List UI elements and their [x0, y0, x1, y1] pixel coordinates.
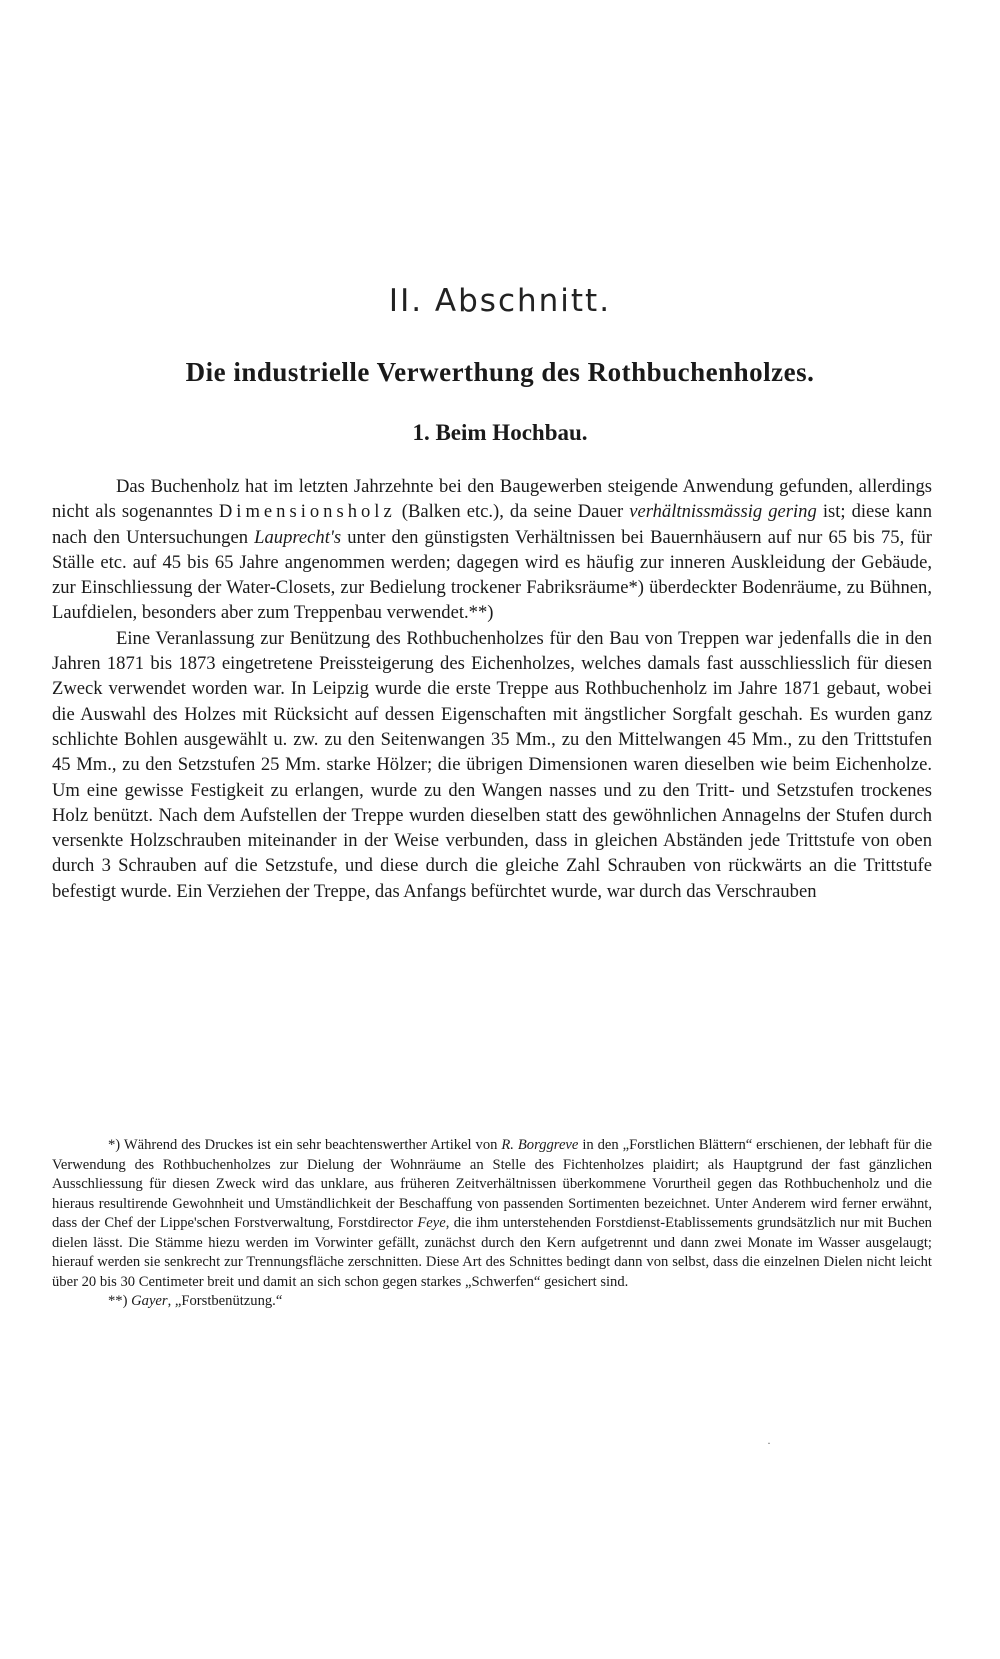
footnote-2-text-a: **)	[108, 1293, 132, 1309]
body-text	[52, 474, 932, 904]
paragraph-1-text-c: (Balken etc.), da seine Dauer	[395, 501, 630, 523]
section-heading: II. Abschnitt.	[388, 283, 612, 319]
author-lauprecht: Lauprecht's	[254, 526, 342, 548]
paragraph-1-text-a: Das Buchenholz hat im letzten Jahrzehnte bei den Baugewerben steigende Anwendung gefunden, allerdings nicht als sogenanntes	[52, 476, 932, 523]
footnote-1-text-c: in den „Forstlichen Blättern“ erschienen, der lebhaft für die Verwendung des Rothbuchenholzes zur Dielung der Wohnräume an Stelle des Fichtenholzes plaidirt; als Hauptgrund der fast gänzlichen Ausschliessung für diesen Zweck wird das unklare, aus früheren Zeitverhältnissen überkommene Vorurtheil gegen das Rothbuchenholz und die hieraus resultirende Gewohnheit und Umständlichkeit der Beschaffung von passenden Sortimenten bezeichnet. Unter Anderem wird ferner erwähnt, dass der Chef der Lippe'schen Forstverwaltung, Forstdirector	[52, 1137, 932, 1231]
subsection-title: 1. Beim Hochbau.	[412, 420, 588, 445]
footnote-2-text-c: , „Forstbenützung.“	[167, 1293, 283, 1309]
author-borggreve: R. Borggreve	[501, 1137, 579, 1153]
paragraph-1-text-g: unter den günstigsten Verhältnissen bei Bauernhäusern auf nur 65 bis 75, für Ställe etc. auf 45 bis 65 Jahre angenommen werden; dagegen wird es häufig zur inneren Auskleidung der Gebäude, zur Einschliessung der Water-Closets, zur Bedielung trockener Fabriksräume*) überdeckter Bodenräume, zu Bühnen, Laufdielen, besonders aber zum Treppenbau verwendet.**)	[52, 526, 933, 624]
emphasis-dimensionsholz: Dimensionsholz	[218, 501, 396, 523]
paragraph-2: Eine Veranlassung zur Benützung des Rothbuchenholzes für den Bau von Treppen war jedenfalls die in den Jahren 1871 bis 1873 eingetretene Preissteigerung des Eichenholzes, welches damals fast ausschliesslich für diesen Zweck verwendet worden war. In Leipzig wurde die erste Treppe aus Rothbuchenholz im Jahre 1871 gebaut, wobei die Auswahl des Holzes mit Rücksicht auf dessen Eigenschaften mit ängstlicher Sorgfalt geschah. Es wurden ganz schlichte Bohlen ausgewählt u. zw. zu den Seitenwangen 35 Mm., zu den Mittelwangen 45 Mm., zu den Trittstufen 45 Mm., zu den Setzstufen 25 Mm. starke Hölzer; die übrigen Dimensionen waren dieselben wie beim Eichenholze. Um eine gewisse Festigkeit zu erlangen, wurde zu den Wangen nasses und zu den Tritt- und Setzstufen trockenes Holz benützt. Nach dem Aufstellen der Treppe wurden dieselben statt des gewöhnlichen Annagelns der Stufen durch versenkte Holzschrauben miteinander in der Weise verbunden, dass in gleichen Abständen jede Trittstufe von oben durch 3 Schrauben auf die Setzstufe, und diese durch die gleiche Zahl Schrauben von rückwärts an die Trittstufe befestigt wurde. Ein Verziehen der Treppe, das Anfangs befürchtet wurde, war durch das Verschrauben	[52, 627, 932, 902]
footnote-2	[52, 1292, 932, 1312]
author-gayer: Gayer	[131, 1293, 168, 1309]
paragraph-1	[52, 474, 932, 626]
author-feye: Feye	[417, 1215, 446, 1231]
paragraph-1-text-e: ist; diese kann nach den Untersuchungen	[52, 501, 932, 548]
chapter-title: Die industrielle Verwerthung des Rothbuchenholzes.	[185, 357, 815, 387]
footnote-1-text-e: , die ihm unterstehenden Forstdienst-Etablissements grundsätzlich nur mit Buchen dielen lässt. Die Stämme hiezu werden im Vorwinter gefällt, zunächst durch den Kern aufgetrennt und dann zwei Monate im Wasser ausgelaugt; hierauf werden sie senkrecht zur Trennungsfläche zerschnitten. Diese Art des Schnittes bedingt dann von selbst, dass die einzelnen Dielen nicht leicht über 20 bis 30 Centimeter breit und damit an sich schon gegen starkes „Schwerfen“ gesichert sind.	[52, 1215, 932, 1290]
emphasis-gering: verhältnissmässig gering	[629, 501, 817, 523]
footnote-1-text-a: *) Während des Druckes ist ein sehr beachtenswerther Artikel von	[108, 1137, 502, 1153]
footnotes	[52, 1136, 932, 1312]
footnote-1	[52, 1136, 932, 1292]
stray-print-mark: ·	[767, 1436, 771, 1450]
